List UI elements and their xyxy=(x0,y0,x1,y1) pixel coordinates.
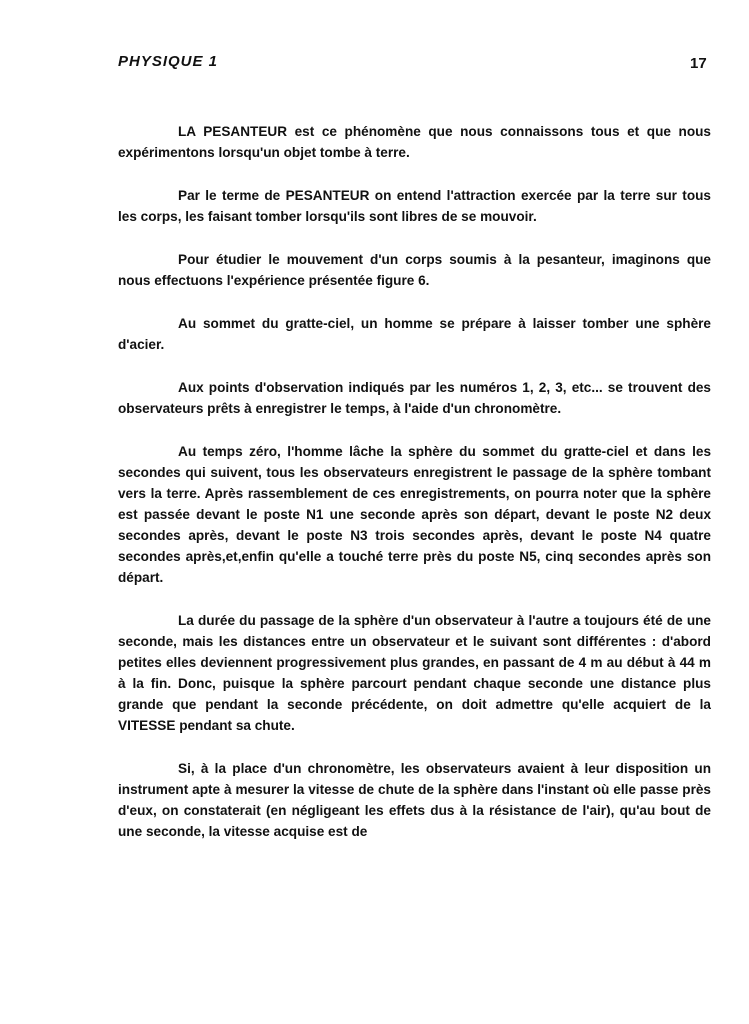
paragraph-sommet-gratte-ciel: Au sommet du gratte-ciel, un homme se prépare à laisser tomber une sphère d'acier. xyxy=(118,316,711,352)
body-text xyxy=(118,121,711,842)
paragraph-points-observation: Aux points d'observation indiqués par les numéros 1, 2, 3, etc... se trouvent des observateurs prêts à enregistrer le temps, à l'aide d'un chronomètre. xyxy=(118,380,711,416)
paragraph-vitesse-acquise: Si, à la place d'un chronomètre, les observateurs avaient à leur disposition un instrument apte à mesurer la vitesse de chute de la sphère dans l'instant où elle passe près d'eux, on constaterait (en négligeant les effets dus à la résistance de l'air), qu'au bout de une seconde, la vitesse acquise est de xyxy=(118,761,711,839)
page-number: 17 xyxy=(690,55,707,72)
paragraph-temps-zero: Au temps zéro, l'homme lâche la sphère du sommet du gratte-ciel et dans les secondes qui suivent, tous les observateurs enregistrent le passage de la sphère tombant vers la terre. Après rassemblement de ces enregistrements, on pourra noter que la sphère est passée devant le poste N1 une seconde après son départ, devant le poste N2 deux secondes après, devant le poste N3 trois secondes après, devant le poste N4 quatre secondes après,et,enfin qu'elle a touché terre près du poste N5, cinq secondes après son départ. xyxy=(118,444,711,585)
paragraph-experience-intro: Pour étudier le mouvement d'un corps soumis à la pesanteur, imaginons que nous effectuons l'expérience présentée figure 6. xyxy=(118,252,711,288)
running-header-title: PHYSIQUE 1 xyxy=(118,53,219,70)
paragraph-pesanteur-definition: LA PESANTEUR est ce phénomène que nous connaissons tous et que nous expérimentons lorsqu'un objet tombe à terre. xyxy=(118,124,711,160)
paragraph-duree-passage: La durée du passage de la sphère d'un observateur à l'autre a toujours été de une seconde, mais les distances entre un observateur et le suivant sont différentes : d'abord petites elles deviennent progressivement plus grandes, en passant de 4 m au début à 44 m à la fin. Donc, puisque la sphère parcourt pendant chaque seconde une distance plus grande que pendant la seconde précédente, on doit admettre qu'elle acquiert de la VITESSE pendant sa chute. xyxy=(118,613,711,733)
paragraph-attraction-terre: Par le terme de PESANTEUR on entend l'attraction exercée par la terre sur tous les corps, les faisant tomber lorsqu'ils sont libres de se mouvoir. xyxy=(118,188,711,224)
